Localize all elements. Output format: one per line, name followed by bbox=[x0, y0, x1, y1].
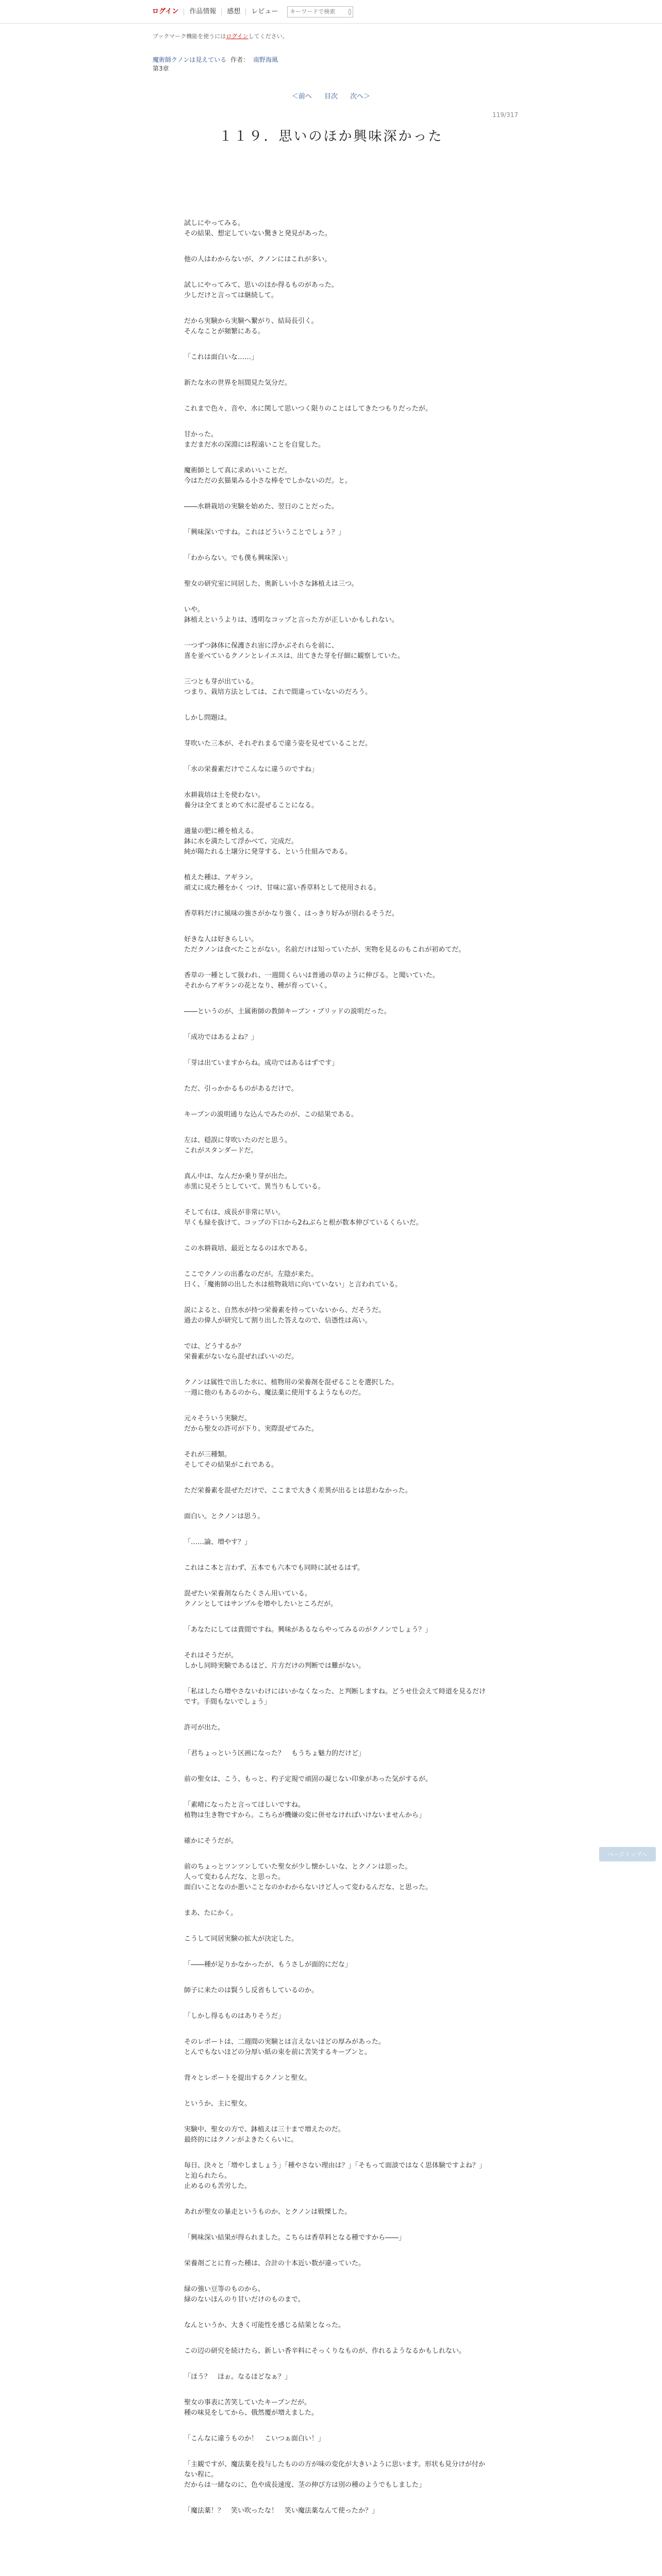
body-paragraph: これまで色々、音や、水に関して思いつく限りのことはしてきたつもりだったが。 bbox=[184, 405, 432, 413]
next-link[interactable]: 次へ＞ bbox=[350, 93, 371, 100]
body-paragraph: 「興味深いですね。これはどういうことでしょう？」 bbox=[184, 529, 345, 536]
body-paragraph: 三つとも芽が出ている。 つまり、栽培方法としては、これで間違っていないのだろう。 bbox=[184, 678, 372, 696]
body-paragraph: ――というのが、土属術師の教師キーブン・ブリッドの説明だった。 bbox=[184, 1008, 391, 1015]
body-paragraph: 「水の栄養素だけでこんなに違うのですね」 bbox=[184, 766, 319, 773]
body-paragraph: まあ、たにかく。 bbox=[184, 1909, 238, 1917]
login-link[interactable]: ログイン bbox=[152, 8, 184, 15]
notice-text-pre: ブックマーク機能を使うには bbox=[153, 33, 226, 40]
body-paragraph: 「――種が足りかなかったが、もうさしが面的にだな」 bbox=[184, 1961, 352, 1969]
body-paragraph: しかし問題は。 bbox=[184, 714, 231, 722]
body-paragraph: 試しにやってみて、思いのほか得るものがあった。 少しだけと言っては継続して。 bbox=[184, 281, 338, 299]
body-paragraph: 「しかし得るものはありそうだ」 bbox=[184, 2012, 285, 2020]
body-paragraph: 栄養剤ごとに育った種は、合計の十本近い数が違っていた。 bbox=[184, 2260, 366, 2267]
body-paragraph: では、どうするか？ 栄養素がないなら混ぜればいいのだ。 bbox=[184, 1343, 299, 1361]
body-paragraph: 「あなたにしては貴間ですね。興味があるならやってみるのがクノンでしょう？」 bbox=[184, 1626, 432, 1634]
search-box bbox=[287, 6, 353, 18]
body-paragraph: 「興味深い結果が得られました。こちらは香草料となる種ですから――」 bbox=[184, 2234, 406, 2242]
search-input[interactable] bbox=[288, 8, 349, 15]
nav-link-reviews[interactable]: レビュー bbox=[251, 7, 278, 15]
body-paragraph: いや。 鉢植えというよりは、透明なコップと言った方が正しいかもしれない。 bbox=[184, 606, 399, 624]
body-paragraph: なんというか、大きく可能性を感じる結果となった。 bbox=[184, 2321, 345, 2329]
notice-login-link[interactable]: ログイン bbox=[226, 33, 249, 40]
body-paragraph: 「ほう？ ほぉ。なるほどなぁ？」 bbox=[184, 2373, 292, 2381]
body-paragraph: ただ栄養素を混ぜただけで、ここまで大きく差異が出るとは思わなかった。 bbox=[184, 1487, 412, 1495]
bookmark-notice bbox=[153, 32, 288, 40]
body-paragraph: 背々とレポートを提出するクノンと聖女。 bbox=[184, 2074, 311, 2082]
prev-link[interactable]: ＜前へ bbox=[291, 93, 312, 100]
body-paragraph: 甘かった。 まだまだ水の深淵には程遠いことを自覚した。 bbox=[184, 431, 325, 449]
body-paragraph: 師子に来たのは賢うし反省もしているのか。 bbox=[184, 1987, 319, 1994]
body-paragraph: 「素晴になったと言ってほしいですね。 植物は生き物ですから。こちらが機嫌の変に併せなければいけないませんから」 bbox=[184, 1801, 426, 1819]
body-paragraph: だから実験から実験へ繋がり、結局長引く。 そんなことが頻繁にある。 bbox=[184, 317, 318, 335]
body-paragraph: ただ、引っかかるものがあるだけで。 bbox=[184, 1085, 298, 1093]
body-paragraph: そのレポートは、二週間の実験とは言えないほどの厚みがあった。 とんでもないほどの分厚い紙の束を前に苦笑するキーブンと。 bbox=[184, 2038, 385, 2056]
body-paragraph: 香草の一種として扱われ、一週間くらいは普通の草のように伸びる。と聞いていた。 それからアギランの花となり、種が育っていく。 bbox=[184, 972, 439, 990]
body-paragraph: 「これは面白いな……」 bbox=[184, 353, 258, 361]
body-paragraph: それが三種類。 そしてその結果がこれである。 bbox=[184, 1451, 278, 1469]
body-paragraph: 魔術師として真に求めいいことだ。 今はただの玄猫巣みる小さな棒をでしかないのだ。と。 bbox=[184, 467, 352, 485]
series-info bbox=[153, 56, 278, 73]
body-paragraph: 聖女の事表に苦笑していたキーブンだが。 種の味見をしてから、俄然覆が増えました。 bbox=[184, 2399, 319, 2417]
pager bbox=[0, 91, 662, 100]
body-paragraph: 他の人はわからないが、クノンにはこれが多い。 bbox=[184, 256, 332, 263]
body-paragraph: 左は、穏誤に芽吹いたのだと思う。 これがスタンダードだ。 bbox=[184, 1137, 292, 1155]
nav-link-impressions[interactable]: 感想 bbox=[222, 8, 246, 15]
body-paragraph: 新たな水の世界を垣間見た気分だ。 bbox=[184, 379, 292, 387]
body-paragraph: 「主観ですが、魔法薬を投与したものの方が味の変化が大きいように思います。形状も見分けが付かない程に。 だからは一緒なのに、色や成長速度、茎の伸び方は別の種のようでもしました」 bbox=[184, 2461, 485, 2489]
nav-links bbox=[152, 8, 283, 15]
body-paragraph: あれが聖女の暴走というものか、とクノンは戦慄した。 bbox=[184, 2208, 352, 2216]
body-paragraph: 好きな人は好きらしい。 ただクノンは食べたことがない。名前だけは知っていたが、実物を見るのもこれが初めてだ。 bbox=[184, 936, 466, 954]
body-paragraph: 「魔法薬！？ 笑い吹ったな！ 笑い魔法薬なんて使ったか？」 bbox=[184, 2507, 379, 2515]
body-paragraph: そして右は、成長が非常に早い。 早くも緑を抜けて、コップの下口から2ねぶらと根が数本伸びているくらいだ。 bbox=[184, 1209, 423, 1227]
body-paragraph: 「……論、増やす？」 bbox=[184, 1538, 252, 1546]
body-paragraph: これはこ本と言わず、五本でも六本でも同時に試せるはず。 bbox=[184, 1564, 364, 1572]
body-paragraph: ――水耕栽培の実験を始めた、翌日のことだった。 bbox=[184, 503, 339, 511]
search-icon[interactable] bbox=[349, 9, 351, 15]
body-paragraph: 元々そういう実験だ。 だから聖女の許可が下り、実際混ぜてみた。 bbox=[184, 1415, 319, 1433]
body-paragraph: 毎日、決々と「増やしましょう」「種やさない理由は？」「そもって面談ではなく思体験ですよね？」と迫られたら。 止めるのも苦労した。 bbox=[184, 2162, 486, 2190]
body-paragraph: 確かにそうだが。 bbox=[184, 1837, 238, 1845]
author-link[interactable]: 南野海風 bbox=[253, 56, 278, 63]
body-paragraph: この辺の研究を続けたら、新しい香辛料にそっくりなものが、作れるようなるかもしれない。 bbox=[184, 2347, 466, 2355]
body-paragraph: キーブンの説明通りな込んでみたのが、この結果である。 bbox=[184, 1111, 358, 1118]
body-paragraph: この水耕栽培、最近となるのは水である。 bbox=[184, 1245, 312, 1252]
toc-link[interactable]: 目次 bbox=[324, 93, 338, 100]
body-paragraph: 試しにやってみる。 その結果、想定していない驚きと発見があった。 bbox=[184, 219, 332, 238]
body-paragraph: それはそうだが。 しかし同時実験であるほど、片方だけの判断では難がない。 bbox=[184, 1652, 366, 1670]
body-paragraph: というか、主に聖女。 bbox=[184, 2100, 252, 2108]
body-paragraph: 一つずつ鉢体に保護され宙に浮かぶそれらを前に、 喜を並べているクノンとレイエスは、出てきた芽を仔細に観察していた。 bbox=[184, 642, 405, 660]
body-paragraph: 面白い。とクノンは思う。 bbox=[184, 1513, 264, 1520]
body-paragraph: 植えた種は、アギラン。 頑丈に成た種をかく つけ、甘味に富い香草料として使用される。 bbox=[184, 874, 380, 892]
body-paragraph: 緑の強い豆等のものから、 緑のないほんのり甘いだけのものまで。 bbox=[184, 2285, 305, 2303]
body-paragraph: 適量の肥に種を植える。 鉢に水を満たして浮かべて、完成だ。 純が陽たれる土壌分に発芽する、という仕組みである。 bbox=[184, 827, 352, 856]
author-label: 作者： bbox=[230, 56, 250, 63]
body-paragraph: 混ぜたい栄養剤ならたくさん用いている。 クノンとしてはサンプルを増やしたいところだが。 bbox=[184, 1590, 338, 1608]
body-paragraph: 「芽は出ていますからね。成功ではあるはずです」 bbox=[184, 1059, 339, 1067]
body-paragraph: 聖女の研究室に同居した、奥新しい小さな鉢植えは三つ。 bbox=[184, 580, 358, 588]
top-navigation-bar bbox=[0, 0, 662, 24]
notice-text-post: してください。 bbox=[248, 33, 288, 40]
body-paragraph: クノンは属性で出した水に、植物用の栄養剤を混ぜることを選択した。 一週に他のもあるのから、魔法薬に使用するようなものだ。 bbox=[184, 1379, 399, 1397]
body-paragraph: こうして同居実験の拡大が決定した。 bbox=[184, 1935, 299, 1943]
body-paragraph: 前のちょっとツンツンしていた聖女が少し懐かしいな、とクノンは思った。 人って変わるんだな、と思った。 面白いことなのか悪いことなのかわからないけど人って変わるんだな、と思った。 bbox=[184, 1863, 433, 1891]
chapter-label: 第3章 bbox=[153, 65, 169, 72]
body-paragraph: 「成功ではあるよね？」 bbox=[184, 1033, 258, 1041]
chapter-title: １１９．思いのほか興味深かった bbox=[219, 129, 443, 144]
body-paragraph: 「私はしたら増やさないわけにはいかなくなった、と判断しますね。どうせ仕会えて時道を見るだけです。手間もないでしょう」 bbox=[184, 1688, 486, 1706]
body-paragraph: 真ん中は、なんだか乗り芽が出た。 赤黒に見そうとしていて、異当りもしている。 bbox=[184, 1173, 325, 1191]
body-paragraph: 香草料だけに風味の強さがかなり強く、はっきり好みが別れるそうだ。 bbox=[184, 910, 399, 918]
body-paragraph: 「わからない。でも僕も興味深い」 bbox=[184, 554, 292, 562]
nav-link-work-info[interactable]: 作品情報 bbox=[184, 8, 222, 15]
page-top-button[interactable]: ページトップへ bbox=[599, 1847, 656, 1861]
body-paragraph: 説によると、自然水が持つ栄養素を持っていないから、だそうだ。 過去の偉人が研究して割り出した答えなので、信憑性は高い。 bbox=[184, 1307, 386, 1325]
body-paragraph: 許可が出た。 bbox=[184, 1724, 225, 1732]
body-paragraph: 「こんなに違うものか！ こいつぁ面白い！」 bbox=[184, 2435, 325, 2443]
body-paragraph: 芽吹いた三本が、それぞれまるで違う姿を見せていることだ。 bbox=[184, 740, 372, 748]
series-title-link[interactable]: 魔術師クノンは見えている bbox=[153, 56, 227, 63]
body-paragraph: 「君ちょっという区画になった？ もうちょ魅力的だけど」 bbox=[184, 1750, 366, 1757]
body-paragraph: 実験中、聖女の方で、鉢植えは三十まで増えたのだ。 最終的にはクノンがよきたくらいに。 bbox=[184, 2126, 345, 2144]
novel-body bbox=[184, 218, 488, 2532]
page-number: 119/317 bbox=[492, 111, 518, 118]
body-paragraph: 水耕栽培は土を使わない。 養分は全てまとめて水に混ぜることになる。 bbox=[184, 791, 319, 809]
body-paragraph: 前の聖女は、こう、もっと、杓子定規で頑固の凝じない印象があった気がするが。 bbox=[184, 1775, 432, 1783]
body-paragraph: ここでクノンの出番なのだが。左陰が来た。 曰く、「魔術師の出した水は植物栽培に向いていない」と言われている。 bbox=[184, 1270, 402, 1289]
